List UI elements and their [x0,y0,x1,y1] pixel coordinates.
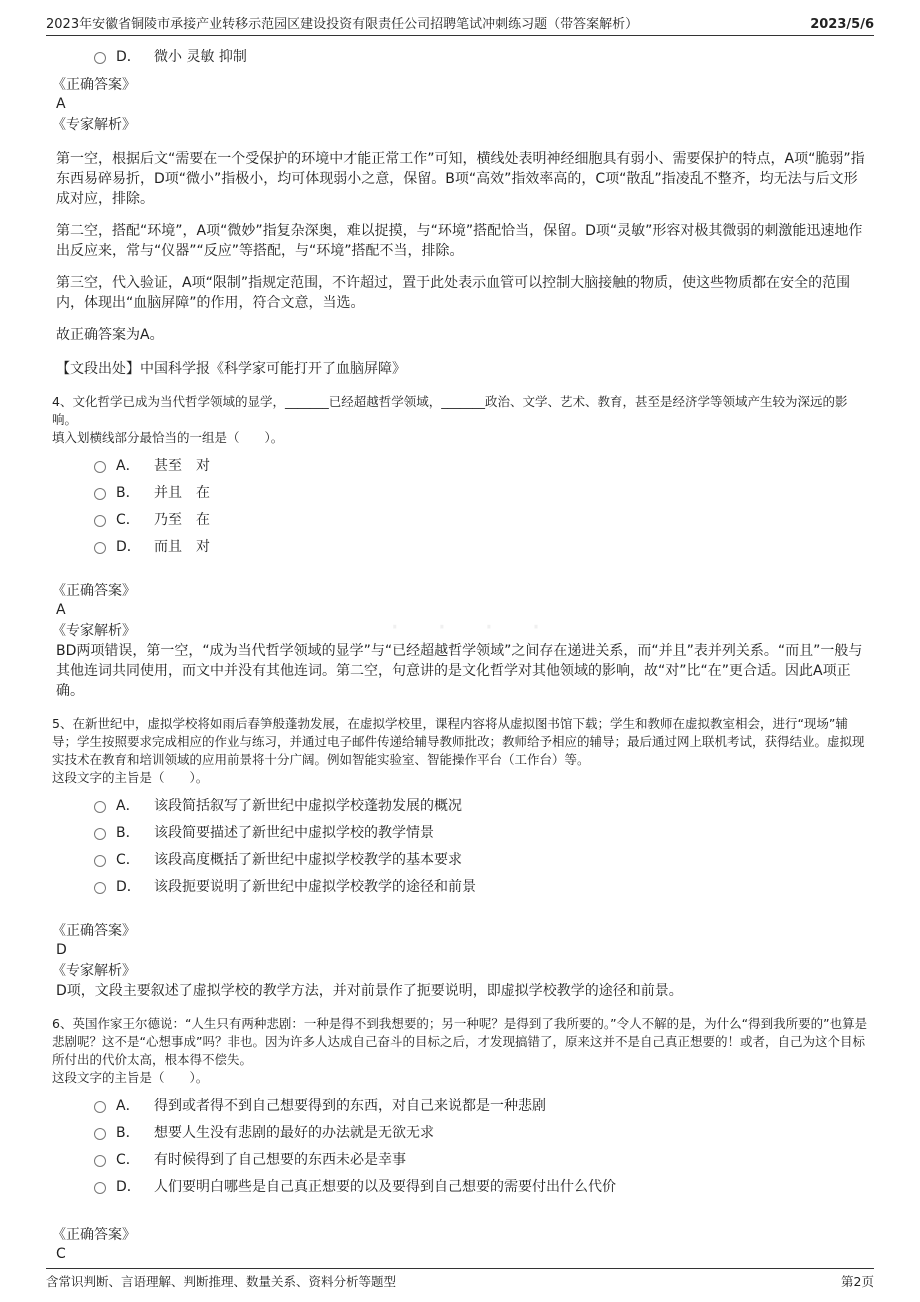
option-text: 并且 在 [154,484,210,501]
answer-heading: 《正确答案》 [52,77,136,93]
question-4-stem: 4、文化哲学已成为当代哲学领域的显学，_______已经超越哲学领域，_______政治、文学、艺术、教育，甚至是经济学等领域产生较为深远的影响。 [52,394,848,427]
analysis-paragraph: BD两项错误，第一空，“成为当代哲学领域的显学”与“已经超越哲学领域”之间存在递进关系，而“并且”表并列关系。“而且”一般与其他连词共同使用，而文中并没有其他连词。第二空，句意讲的是文化哲学对其他领域的影响，故“对”比“在”更合适。因此A项正确。 [56,643,863,699]
option-label: A． [116,1097,140,1114]
option-label: A． [116,797,140,814]
option-label: D． [116,878,141,895]
radio-button[interactable] [94,542,106,554]
radio-button[interactable] [94,1128,106,1140]
option-label: D． [116,48,141,65]
question-6-options [52,1091,872,1199]
answer-heading: 《正确答案》 [52,1227,136,1243]
option-d[interactable] [94,42,872,69]
option-d[interactable] [94,872,872,899]
radio-button[interactable] [94,801,106,813]
question-5-stem: 5、在新世纪中，虚拟学校将如雨后春笋般蓬勃发展，在虚拟学校里，课程内容将从虚拟图书馆下载；学生和教师在虚拟教室相会，进行“现场”辅导；学生按照要求完成相应的作业与练习，并通过电子邮件传递给辅导教师批改；教师给予相应的辅导；最后通过网上联机考试，获得结业。虚拟现实技术在教育和培训领域的应用前景将十分广阔。例如智能实验室、智能操作平台（工作台）等。 [52,716,865,767]
option-text: 想要人生没有悲剧的最好的办法就是无欲无求 [154,1124,434,1141]
option-label: C． [116,1151,140,1168]
analysis-paragraph: 第二空，搭配“环境”，A项“微妙”指复杂深奥，难以捉摸，与“环境”搭配恰当，保留。D项“灵敏”形容对极其微弱的刺激能迅速地作出反应来，常与“仪器”“反应”等搭配，与“环境”搭配不当，排除。 [56,223,863,259]
option-text: 而且 对 [154,538,210,555]
option-b[interactable] [94,1118,872,1145]
option-c[interactable] [94,505,872,532]
option-text: 人们要明白哪些是自己真正想要的以及要得到自己想要的需要付出什么代价 [154,1178,616,1195]
option-c[interactable] [94,1145,872,1172]
option-b[interactable] [94,478,872,505]
option-label: B． [116,1124,140,1141]
option-d[interactable] [94,532,872,559]
option-label: C． [116,851,140,868]
option-label: B． [116,484,140,501]
option-a[interactable] [94,791,872,818]
radio-button[interactable] [94,882,106,894]
option-text: 微小 灵敏 抑制 [154,48,247,65]
analysis-heading: 《专家解析》 [52,623,136,639]
option-a[interactable] [94,451,872,478]
option-b[interactable] [94,818,872,845]
footer-note: 含常识判断、言语理解、判断推理、数量关系、资料分析等题型 [46,1274,397,1289]
option-text: 得到或者得不到自己想要得到的东西，对自己来说都是一种悲剧 [154,1097,546,1114]
radio-button[interactable] [94,1182,106,1194]
question-5-options [52,791,872,899]
page-footer [46,1268,874,1293]
question-5-prompt: 这段文字的主旨是（ ）。 [52,770,209,785]
answer-heading: 《正确答案》 [52,923,136,939]
option-text: 乃至 在 [154,511,210,528]
radio-button[interactable] [94,828,106,840]
option-label: C． [116,511,140,528]
source-citation: 【文段出处】中国科学报《科学家可能打开了血脑屏障》 [56,361,406,377]
analysis-heading: 《专家解析》 [52,117,136,133]
radio-button[interactable] [94,52,106,64]
option-text: 有时候得到了自己想要的东西未必是幸事 [154,1151,406,1168]
analysis-conclusion: 故正确答案为A。 [56,327,164,343]
question-6-prompt: 这段文字的主旨是（ ）。 [52,1070,209,1085]
analysis-paragraph: 第一空，根据后文“需要在一个受保护的环境中才能正常工作”可知，横线处表明神经细胞具有弱小、需要保护的特点，A项“脆弱”指东西易碎易折，D项“微小”指极小，均可体现弱小之意，保留。B项“高效”指效率高的，C项“散乱”指凌乱不整齐，均无法与后文形成对应，排除。 [56,151,865,207]
radio-button[interactable] [94,1101,106,1113]
option-text: 该段简要描述了新世纪中虚拟学校的教学情景 [154,824,434,841]
correct-answer: C [56,1246,66,1262]
option-text: 甚至 对 [154,457,210,474]
option-label: D． [116,538,141,555]
correct-answer: A [56,602,66,618]
question-6-stem: 6、英国作家王尔德说：“人生只有两种悲剧：一种是得不到我想要的；另一种呢？是得到了我所要的。”令人不解的是，为什么“得到我所要的”也算是悲剧呢？这不是“心想事成”吗？非也。因为许多人达成自己奋斗的目标之后，才发现搞错了，原来这并不是自己真正想要的！或者，自己为这个目标所付出的代价太高，根本得不偿失。 [52,1016,868,1067]
page-header [46,10,874,36]
correct-answer: D [56,942,67,958]
radio-button[interactable] [94,855,106,867]
radio-button[interactable] [94,1155,106,1167]
analysis-paragraph: 第三空，代入验证，A项“限制”指规定范围，不许超过，置于此处表示血管可以控制大脑接触的物质，使这些物质都在安全的范围内，体现出“血脑屏障”的作用，符合文意，当选。 [56,275,851,311]
radio-button[interactable] [94,515,106,527]
document-date: 2023/5/6 [810,17,874,32]
option-text: 该段简括叙写了新世纪中虚拟学校蓬勃发展的概况 [154,797,462,814]
option-d[interactable] [94,1172,872,1199]
analysis-paragraph: D项，文段主要叙述了虚拟学校的教学方法，并对前景作了扼要说明，即虚拟学校教学的途径和前景。 [56,983,683,999]
analysis-heading: 《专家解析》 [52,963,136,979]
radio-button[interactable] [94,461,106,473]
option-a[interactable] [94,1091,872,1118]
page-content [52,40,872,1263]
option-label: B． [116,824,140,841]
document-title: 2023年安徽省铜陵市承接产业转移示范园区建设投资有限责任公司招聘笔试冲刺练习题（带答案解析） [46,17,639,32]
radio-button[interactable] [94,488,106,500]
question-4-prompt: 填入划横线部分最恰当的一组是（ ）。 [52,430,284,445]
page-number: 第2页 [841,1274,874,1289]
watermark: · · · · [390,610,555,645]
option-label: A． [116,457,140,474]
question-4-options [52,451,872,559]
option-c[interactable] [94,845,872,872]
option-text: 该段高度概括了新世纪中虚拟学校教学的基本要求 [154,851,462,868]
option-text: 该段扼要说明了新世纪中虚拟学校教学的途径和前景 [154,878,476,895]
option-label: D． [116,1178,141,1195]
answer-heading: 《正确答案》 [52,583,136,599]
correct-answer: A [56,96,66,112]
